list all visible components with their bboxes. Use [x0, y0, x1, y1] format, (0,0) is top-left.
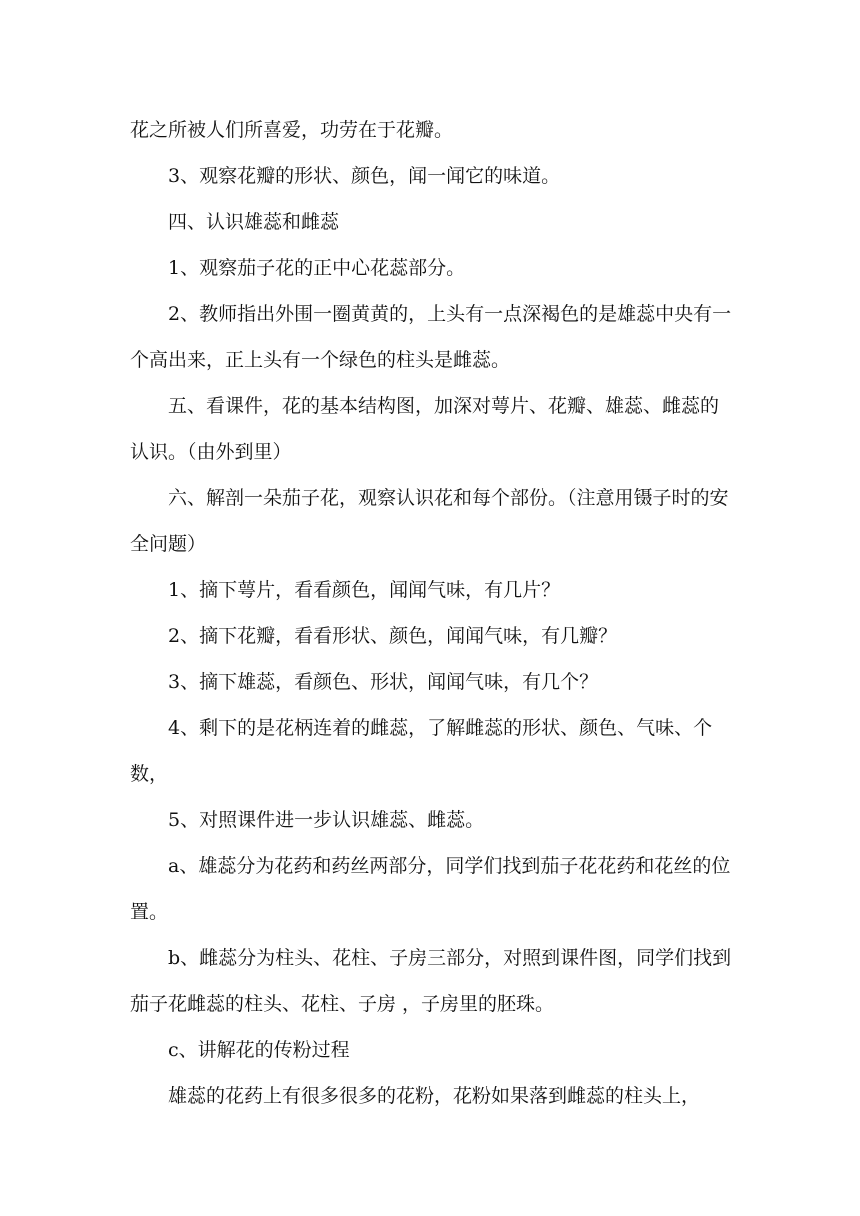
paragraph-15: c、讲解花的传粉过程 [168, 1039, 350, 1061]
paragraph-12: 5、对照课件进一步认识雄蕊、雌蕊。 [168, 809, 485, 831]
paragraph-8: 1、摘下萼片，看看颜色，闻闻气味，有几片？ [168, 579, 561, 601]
paragraph-4: 1、观察茄子花的正中心花蕊部分。 [168, 257, 466, 279]
paragraph-1: 花之所被人们所喜爱，功劳在于花瓣。 [130, 119, 454, 141]
paragraph-7: 六、解剖一朵茄子花，观察认识花和每个部份。（注意用镊子时的安全问题） [130, 487, 729, 555]
paragraph-10: 3、摘下雄蕊，看颜色、形状，闻闻气味，有几个？ [168, 671, 599, 693]
paragraph-6: 五、看课件，花的基本结构图，加深对萼片、花瓣、雄蕊、雌蕊的认识。（由外到里） [130, 395, 720, 463]
paragraph-14: b、雌蕊分为柱头、花柱、子房三部分，对照到课件图，同学们找到茄子花雌蕊的柱头、花柱、子房 ，子房里的胚珠。 [130, 947, 732, 1015]
paragraph-13: a、雄蕊分为花药和药丝两部分，同学们找到茄子花花药和花丝的位置。 [130, 855, 731, 923]
paragraph-11: 4、剩下的是花柄连着的雌蕊，了解雌蕊的形状、颜色、气味、个数， [130, 717, 713, 785]
paragraph-3: 四、认识雄蕊和雌蕊 [168, 211, 340, 233]
paragraph-5: 2、教师指出外围一圈黄黄的，上头有一点深褐色的是雄蕊中央有一个高出来，正上头有一个绿色的柱头是雌蕊。 [130, 303, 732, 371]
document-body [130, 107, 733, 1119]
paragraph-2: 3、观察花瓣的形状、颜色，闻一闻它的味道。 [168, 165, 561, 187]
paragraph-9: 2、摘下花瓣，看看形状、颜色，闻闻气味，有几瓣？ [168, 625, 618, 647]
paragraph-16: 雄蕊的花药上有很多很多的花粉，花粉如果落到雌蕊的柱头上， [168, 1085, 701, 1107]
